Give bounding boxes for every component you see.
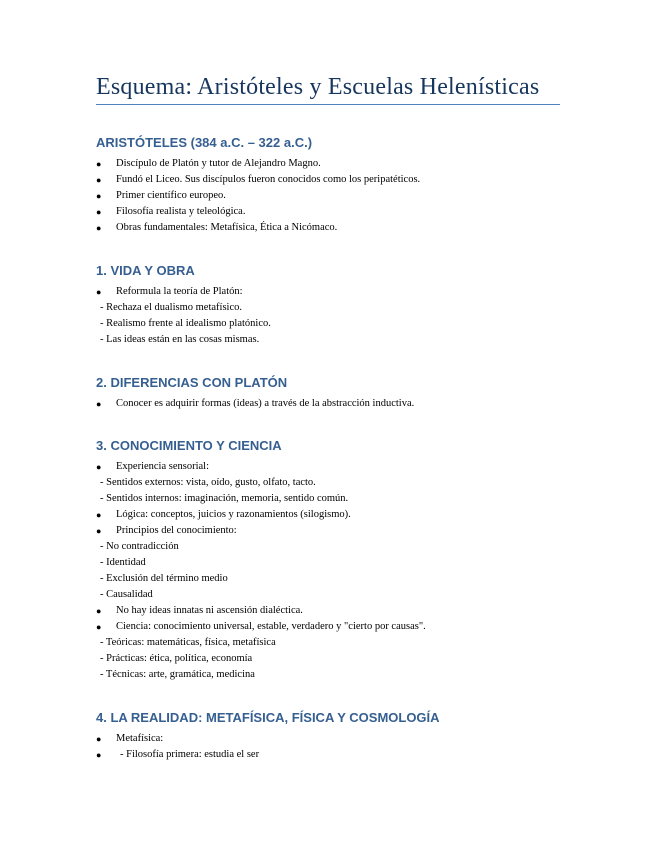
- section-vida-y-obra: [96, 263, 566, 348]
- list-item-text: - Las ideas están en las cosas mismas.: [100, 334, 260, 345]
- sub-list-item: [96, 332, 566, 348]
- bullet-icon: ●: [96, 287, 102, 297]
- section-aristoteles: [96, 135, 566, 236]
- list-item-text: Principios del conocimiento:: [116, 525, 237, 536]
- sub-list-item: [96, 475, 566, 491]
- bullet-list-item: [96, 459, 566, 475]
- list-item-text: - Filosofía primera: estudia el ser: [120, 749, 260, 760]
- sub-list-item: [96, 491, 566, 507]
- bullet-icon: ●: [96, 606, 102, 616]
- bullet-icon: ●: [96, 622, 102, 632]
- section-heading: 4. LA REALIDAD: METAFÍSICA, FÍSICA Y COSMOLOGÍA: [96, 710, 440, 725]
- bullet-list-item: [96, 220, 566, 236]
- bullet-list-item: [96, 731, 566, 747]
- bullet-icon: ●: [96, 159, 102, 169]
- section-diferencias-con-platon: [96, 375, 566, 412]
- list-item-text: - No contradicción: [100, 541, 179, 552]
- list-item-text: Filosofía realista y teleológica.: [116, 206, 246, 217]
- bullet-list-item: [96, 507, 566, 523]
- bullet-icon: ●: [96, 399, 102, 409]
- list-item-text: Lógica: conceptos, juicios y razonamientos (silogismo).: [116, 509, 351, 520]
- list-item-text: Reformula la teoría de Platón:: [116, 286, 243, 297]
- section-heading: 3. CONOCIMIENTO Y CIENCIA: [96, 438, 282, 453]
- section-body: [96, 156, 566, 236]
- list-item-text: - Sentidos internos: imaginación, memoria, sentido común.: [100, 493, 349, 504]
- bullet-list-item: [96, 747, 566, 763]
- sub-list-item: [96, 651, 566, 667]
- bullet-list-item: [96, 204, 566, 220]
- section-body: [96, 284, 566, 348]
- list-item-text: - Realismo frente al idealismo platónico.: [100, 318, 271, 329]
- title-divider: [96, 104, 560, 105]
- sub-list-item: [96, 571, 566, 587]
- bullet-icon: ●: [96, 750, 102, 760]
- list-item-text: Fundó el Liceo. Sus discípulos fueron conocidos como los peripatéticos.: [116, 174, 421, 185]
- sub-list-item: [96, 300, 566, 316]
- sub-list-item: [96, 555, 566, 571]
- bullet-icon: ●: [96, 526, 102, 536]
- section-heading: 2. DIFERENCIAS CON PLATÓN: [96, 375, 288, 390]
- bullet-list-item: [96, 619, 566, 635]
- document-title: Esquema: Aristóteles y Escuelas Helenísticas: [96, 74, 540, 100]
- bullet-list-item: [96, 156, 566, 172]
- list-item-text: No hay ideas innatas ni ascensión dialéctica.: [116, 605, 303, 616]
- sub-list-item: [96, 635, 566, 651]
- section-la-realidad: [96, 710, 566, 763]
- list-item-text: - Causalidad: [100, 589, 153, 600]
- list-item-text: Primer científico europeo.: [116, 190, 226, 201]
- bullet-list-item: [96, 284, 566, 300]
- section-conocimiento-y-ciencia: [96, 438, 566, 683]
- section-heading: ARISTÓTELES (384 a.C. – 322 a.C.): [96, 135, 313, 150]
- bullet-icon: ●: [96, 462, 102, 472]
- sub-list-item: [96, 316, 566, 332]
- list-item-text: - Rechaza el dualismo metafísico.: [100, 302, 242, 313]
- bullet-icon: ●: [96, 191, 102, 201]
- bullet-list-item: [96, 396, 566, 412]
- sub-list-item: [96, 587, 566, 603]
- section-body: [96, 731, 566, 763]
- bullet-icon: ●: [96, 175, 102, 185]
- bullet-list-item: [96, 172, 566, 188]
- list-item-text: - Identidad: [100, 557, 146, 568]
- list-item-text: - Sentidos externos: vista, oído, gusto, olfato, tacto.: [100, 477, 316, 488]
- bullet-icon: ●: [96, 510, 102, 520]
- section-body: [96, 459, 566, 683]
- section-body: [96, 396, 566, 412]
- list-item-text: - Teóricas: matemáticas, física, metafísica: [100, 637, 276, 648]
- bullet-icon: ●: [96, 207, 102, 217]
- sub-list-item: [96, 667, 566, 683]
- list-item-text: - Exclusión del término medio: [100, 573, 228, 584]
- bullet-icon: ●: [96, 223, 102, 233]
- bullet-icon: ●: [96, 734, 102, 744]
- list-item-text: - Técnicas: arte, gramática, medicina: [100, 669, 255, 680]
- list-item-text: Experiencia sensorial:: [116, 461, 210, 472]
- bullet-list-item: [96, 188, 566, 204]
- list-item-text: Ciencia: conocimiento universal, estable, verdadero y "cierto por causas".: [116, 621, 426, 632]
- list-item-text: Obras fundamentales: Metafísica, Ética a Nicómaco.: [116, 222, 338, 233]
- list-item-text: Conocer es adquirir formas (ideas) a través de la abstracción inductiva.: [116, 398, 415, 409]
- bullet-list-item: [96, 603, 566, 619]
- section-heading: 1. VIDA Y OBRA: [96, 263, 195, 278]
- sub-list-item: [96, 539, 566, 555]
- list-item-text: Discípulo de Platón y tutor de Alejandro Magno.: [116, 158, 321, 169]
- list-item-text: Metafísica:: [116, 733, 164, 744]
- bullet-list-item: [96, 523, 566, 539]
- list-item-text: - Prácticas: ética, política, economía: [100, 653, 253, 664]
